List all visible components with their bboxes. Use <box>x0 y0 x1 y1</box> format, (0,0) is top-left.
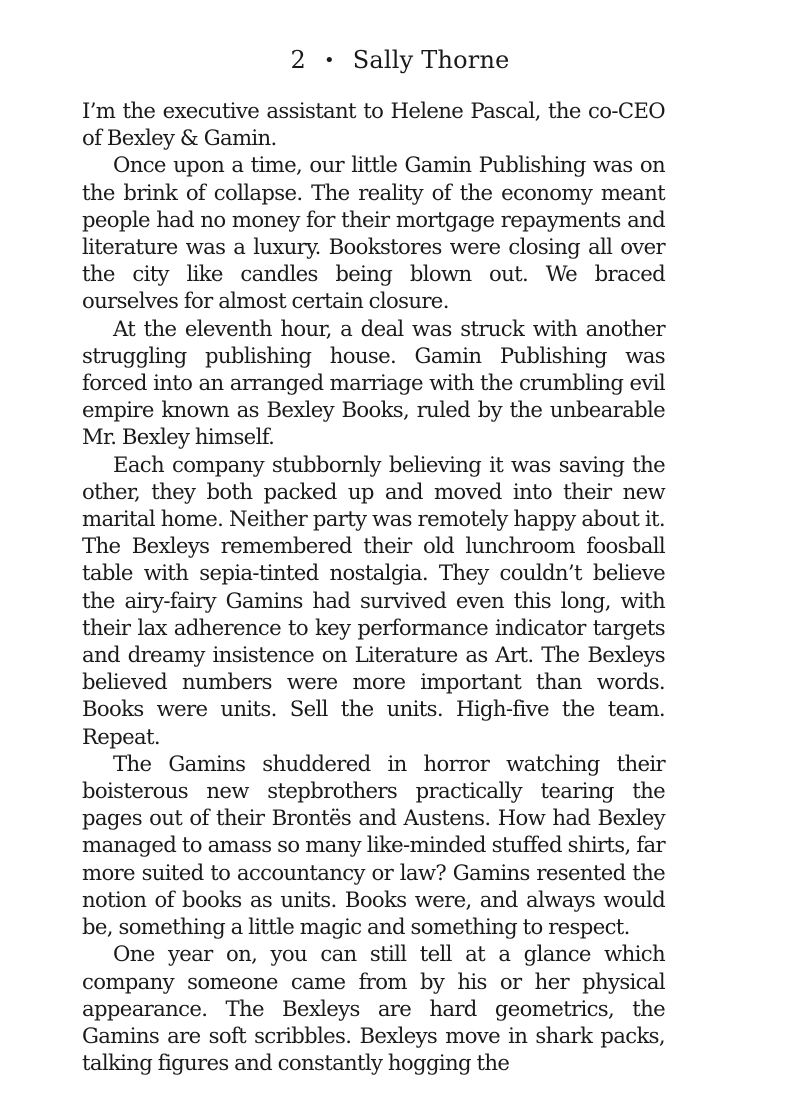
body-text <box>82 97 665 1076</box>
paragraph-6: One year on, you can still tell at a glance which company someone came from by his or her physical appearance. The Bexleys are hard geometrics, the Gamins are soft scribbles. Bexleys move in shark packs, talking figures and constantly hogging the <box>82 941 665 1076</box>
paragraph-2: Once upon a time, our little Gamin Publishing was on the brink of collapse. The reality of the economy meant people had no money for their mortgage repayments and literature was a luxury. Bookstores were closing all over the city like candles being blown out. We braced ourselves for almost certain closure. <box>82 152 665 314</box>
header-author: Sally Thorne <box>352 46 510 74</box>
paragraph-4: Each company stubbornly believing it was saving the other, they both packed up and moved into their new marital home. Neither party was remotely happy about it. The Bexleys remembered their old lunchroom foosball table with sepia-tinted nostalgia. They couldn’t believe the airy-fairy Gamins had survived even this long, with their lax adherence to key performance indicator targets and dreamy insistence on Literature as Art. The Bexleys believed numbers were more important than words. Books were units. Sell the units. High-five the team. Repeat. <box>82 451 665 749</box>
paragraph-3: At the eleventh hour, a deal was struck with another struggling publishing house. Gamin Publishing was forced into an arranged marriage with the crumbling evil empire known as Bexley Books, ruled by the unbearable Mr. Bexley himself. <box>82 315 665 450</box>
header-separator: • <box>323 50 335 71</box>
paragraph-1: I’m the executive assistant to Helene Pascal, the co-CEO of Bexley & Gamin. <box>82 98 665 151</box>
running-header <box>0 42 800 79</box>
page-number: 2 <box>290 46 306 74</box>
paragraph-5: The Gamins shuddered in horror watching their boisterous new stepbrothers practically tearing the pages out of their Brontës and Austens. How had Bexley managed to amass so many like-minded stuffed shirts, far more suited to accountancy or law? Gamins resented the notion of books as units. Books were, and always would be, something a little magic and something to respect. <box>82 750 665 940</box>
